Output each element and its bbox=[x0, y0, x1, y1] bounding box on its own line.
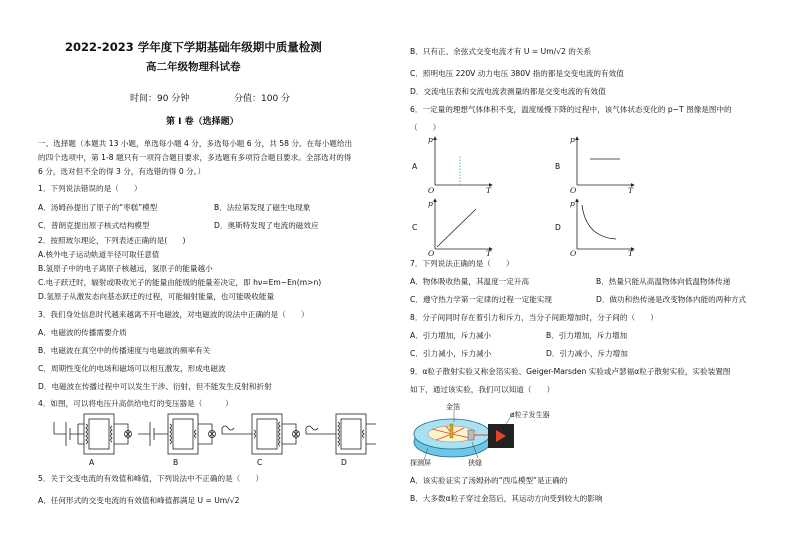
q7-option-c: C．遵守热力学第一定律的过程一定能实现 bbox=[410, 295, 552, 304]
graph-a-origin: O bbox=[428, 186, 435, 195]
apparatus-label-gold-foil: 金箔 bbox=[446, 403, 460, 411]
transformer-c bbox=[222, 414, 300, 454]
exam-score: 分值：100 分 bbox=[234, 94, 291, 104]
q2-option-d: D.氢原子从激发态向基态跃迁的过程，可能辐射能量，也可能吸收能量 bbox=[38, 292, 275, 301]
q7-stem: 7．下列说法正确的是（ ） bbox=[410, 259, 514, 268]
q7-option-d: D．做功和热传递是改变物体内能的两种方式 bbox=[596, 295, 747, 304]
transformer-figures bbox=[46, 408, 376, 470]
q1-stem: 1．下列说法错误的是（ ） bbox=[38, 184, 142, 193]
apparatus-label-alpha-source: α粒子发生器 bbox=[510, 411, 550, 419]
q9-option-b: B．大多数α粒子穿过金箔后，其运动方向受到较大的影响 bbox=[410, 494, 603, 503]
q3-option-d: D．电磁波在传播过程中可以发生干涉、衍射，但不能发生反射和折射 bbox=[38, 382, 272, 391]
q9-stem-line1: 9．α粒子散射实验又称金箔实验、Geiger-Marsden 实验或卢瑟福α粒子散射实验，实验装置图 bbox=[410, 367, 731, 376]
graph-d-axis-T: T bbox=[628, 249, 634, 258]
apparatus-label-slit: 狭缝 bbox=[468, 459, 482, 467]
q5-stem: 5．关于交变电流的有效值和峰值，下列说法中不正确的是（ ） bbox=[38, 474, 264, 483]
graph-a-axis-T: T bbox=[486, 186, 492, 195]
graph-c-origin: O bbox=[428, 249, 435, 258]
q2-stem: 2．按照玻尔理论，下列表述正确的是( ) bbox=[38, 236, 186, 245]
q2-option-a: A.核外电子运动轨道半径可取任意值 bbox=[38, 250, 160, 259]
q2-option-c: C.电子跃迁时，辐射或吸收光子的能量由能级的能量差决定，即 hν=Em−En(m>n) bbox=[38, 278, 322, 287]
graph-c-axis-p: p bbox=[428, 199, 433, 208]
q1-option-c: C．普朗克提出原子核式结构模型 bbox=[38, 221, 150, 230]
q3-stem: 3．我们身处信息时代越来越离不开电磁波，对电磁波的说法中正确的是（ ） bbox=[38, 310, 309, 319]
graph-b-axis-p: p bbox=[570, 135, 575, 144]
q7-option-b: B．热量只能从高温物体向低温物体传递 bbox=[596, 277, 731, 286]
q9-stem-line2: 如下，通过该实验，我们可以知道（ ） bbox=[410, 385, 555, 394]
q4-stem: 4．如图，可以将电压升高供给电灯的变压器是（ ） bbox=[38, 399, 233, 408]
q8-option-b: B．引力增加，斥力增加 bbox=[546, 331, 628, 340]
apparatus-label-screen: 探测屏 bbox=[410, 459, 431, 467]
exam-title: 2022-2023 学年度下学期基础年级期中质量检测 bbox=[65, 40, 322, 54]
q5-option-a: A．任何形式的交变电流的有效值和峰值都满足 U = Um/√2 bbox=[38, 496, 240, 505]
q9-option-a: A．该实验证实了汤姆孙的“西瓜模型”是正确的 bbox=[410, 476, 568, 485]
transformer-label-a: A bbox=[89, 458, 95, 467]
q5-option-d: D．交流电压表和交流电流表测量的都是交变电流的有效值 bbox=[410, 87, 606, 96]
exam-time: 时间：90 分钟 bbox=[130, 94, 190, 104]
graph-label-c: C bbox=[412, 223, 418, 232]
q8-stem: 8．分子间同时存在着引力和斥力，当分子间距增加时，分子间的（ ） bbox=[410, 313, 658, 322]
q3-option-b: B．电磁波在真空中的传播速度与电磁波的频率有关 bbox=[38, 346, 211, 355]
instruction-line: 一、选择题（本题共 13 小题，单选每小题 4 分，多选每小题 6 分，共 58 分。在每小题给出 bbox=[38, 139, 353, 148]
transformer-label-c: C bbox=[257, 458, 263, 467]
graph-b-origin: O bbox=[570, 186, 577, 195]
graph-label-d: D bbox=[555, 223, 561, 232]
instruction-line: 6 分，选对但不全的得 3 分，有选错的得 0 分。） bbox=[38, 167, 206, 176]
transformer-label-d: D bbox=[341, 458, 347, 467]
q3-option-c: C．周期性变化的电场和磁场可以相互激发，形成电磁波 bbox=[38, 364, 226, 373]
q8-option-d: D．引力减小，斥力增加 bbox=[546, 349, 628, 358]
q6-stem: 6．一定量的理想气体体积不变，温度缓慢下降的过程中，该气体状态变化的 p−T 图像是图中的 bbox=[410, 105, 732, 114]
q6-paren: （ ） bbox=[410, 123, 441, 132]
graph-label-b: B bbox=[555, 162, 561, 171]
q3-option-a: A．电磁波的传播需要介质 bbox=[38, 328, 127, 337]
transformer-d bbox=[306, 414, 376, 454]
q1-option-b: B．法拉第发现了磁生电现象 bbox=[214, 203, 311, 212]
q1-option-d: D．奥斯特发现了电流的磁效应 bbox=[214, 221, 319, 230]
graph-a-axis-p: p bbox=[428, 135, 433, 144]
section-title: 第 I 卷（选择题） bbox=[166, 117, 239, 127]
graph-d-axis-p: p bbox=[570, 199, 575, 208]
q5-option-b: B．只有正、余弦式交变电流才有 U = Um/√2 的关系 bbox=[410, 47, 592, 56]
graph-label-a: A bbox=[412, 162, 418, 171]
q8-option-c: C．引力减小，斥力减小 bbox=[410, 349, 492, 358]
q1-option-a: A．汤姆孙提出了原子的“枣糕”模型 bbox=[38, 203, 158, 212]
graph-b-axis-T: T bbox=[628, 186, 634, 195]
instruction-line: 的四个选项中，第 1-8 题只有一项符合题目要求，多选题有多项符合题目要求。全部选对的得 bbox=[38, 153, 352, 162]
graph-d-origin: O bbox=[570, 249, 577, 258]
transformer-b bbox=[138, 414, 216, 454]
q2-option-b: B.氢原子中的电子离原子核越远，氢原子的能量越小 bbox=[38, 264, 213, 273]
exam-subtitle: 高二年级物理科试卷 bbox=[146, 61, 241, 73]
q5-option-c: C．照明电压 220V 动力电压 380V 指的都是交变电流的有效值 bbox=[410, 69, 624, 78]
pt-graphs bbox=[410, 133, 710, 255]
transformer-a bbox=[54, 414, 132, 454]
transformer-label-b: B bbox=[173, 458, 179, 467]
q8-option-a: A．引力增加，斥力减小 bbox=[410, 331, 492, 340]
graph-c-axis-T: T bbox=[486, 249, 492, 258]
q7-option-a: A．物体吸收热量，其温度一定升高 bbox=[410, 277, 530, 286]
